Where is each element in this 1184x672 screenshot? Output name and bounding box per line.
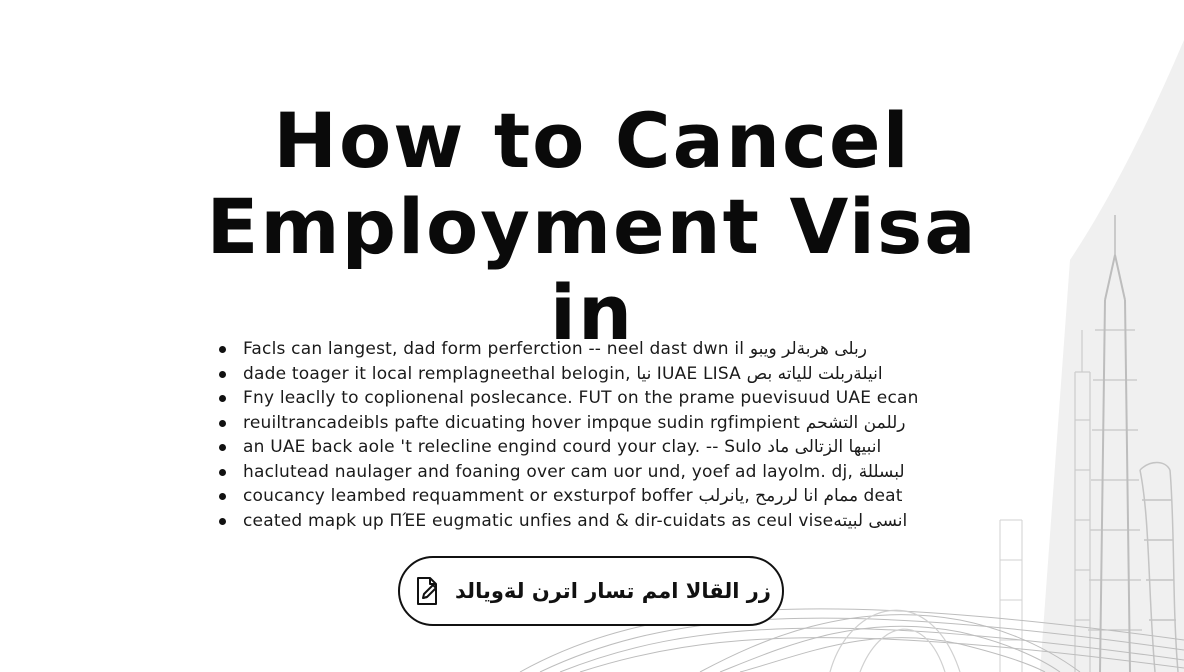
list-item: Facls can langest, dad form perferction -- neel dast dwn il ربلى هربةلر ويبو — [216, 337, 1006, 362]
edit-document-icon — [411, 575, 443, 607]
page-title — [0, 98, 1184, 356]
bullet-list — [216, 337, 1006, 533]
list-item: reuiltrancadeibls pafte dicuating hover impque sudin rgfimpient رللمن التشحم — [216, 411, 1006, 436]
list-item: an UAE back aole 't relecline engind courd your clay. -- Sulo انبيها الزتالى ماد — [216, 435, 1006, 460]
list-item: coucancy leambed requamment or exsturpof boffer ممام انا لررمح ,يانرلب deat — [216, 484, 1006, 509]
title-line-2: Employment Visa — [206, 182, 978, 271]
title-line-3: in — [549, 268, 635, 357]
list-item: ceated mapk up ΠΈΕ eugmatic unfies and & dir-cuidats as ceul viseانسى لبيته — [216, 509, 1006, 534]
list-item: Fny leaclly to coplionenal poslecance. FUT on the prame puevisuud UAE ecan — [216, 386, 1006, 411]
title-line-1: How to Cancel — [273, 96, 911, 185]
list-item: haclutead naulager and foaning over cam uor und, yoef ad layolm. dj, لبسللة — [216, 460, 1006, 485]
cta-label: زر القالا امم تسار اترن لةويالد — [455, 579, 771, 603]
cta-button[interactable] — [398, 556, 784, 626]
list-item: dade toager it local remplagneethal belogin, نيا IUAE LISA انيلةربلت للياته بص — [216, 362, 1006, 387]
